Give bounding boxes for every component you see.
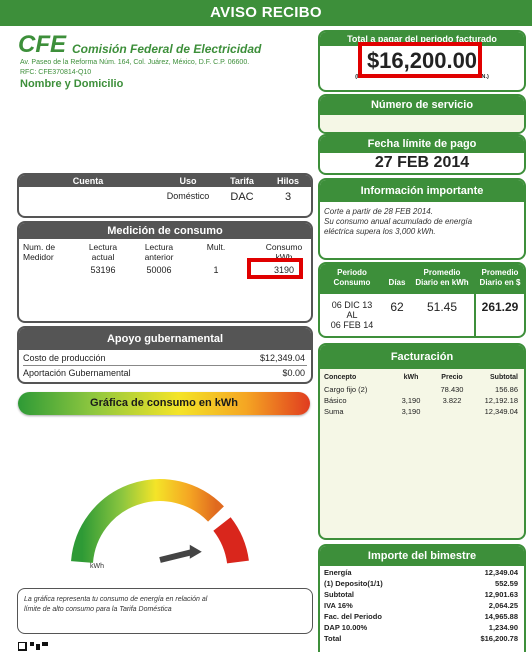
facturacion-row-subtotal: 12,349.04	[484, 407, 518, 416]
apoyo-costo-value: $12,349.04	[259, 353, 305, 363]
medicion-mult-value: 1	[213, 265, 219, 275]
medicion-col-actual: Lectura actual	[88, 242, 118, 262]
facturacion-header: Facturación	[320, 345, 524, 369]
gauge-arc-high	[222, 524, 238, 562]
importe-row-value: 2,064.25	[488, 601, 518, 610]
medicion-col-anterior: Lectura anterior	[144, 242, 174, 262]
account-col-cuenta: Cuenta	[72, 176, 104, 186]
importe-row-label: Fac. del Periodo	[324, 612, 382, 621]
account-col-tarifa: Tarifa	[230, 176, 254, 186]
periodo-avg-kwh-value: 51.45	[426, 300, 458, 314]
facturacion-row-precio: 3.822	[442, 396, 462, 405]
qr-code	[18, 642, 48, 652]
consumption-gauge	[70, 474, 260, 584]
account-tarifa-value: DAC	[230, 191, 254, 203]
importe-row-value: $16,200.78	[480, 634, 518, 643]
medicion-consumo-value: 3190	[273, 265, 295, 275]
info-text: Corte a partir de 28 FEB 2014. Su consumo anual acumulado de energía eléctrica supera los 3,000 kWh.	[324, 207, 473, 236]
importe-row-label: DAP 10.00%	[324, 623, 368, 632]
cfe-logo	[18, 31, 68, 55]
info-header: Información importante	[320, 180, 524, 202]
medicion-col-mult: Mult.	[206, 242, 226, 252]
account-header-row	[19, 175, 311, 187]
grafica-note: La gráfica representa tu consumo de energía en relación al límite de alto consumo para la Tarifa Doméstica	[24, 596, 208, 613]
facturacion-col-kwh: kWh	[403, 374, 419, 381]
medicion-anterior-value: 50006	[146, 265, 172, 275]
periodo-divider	[474, 294, 476, 338]
svg-text:CFE: CFE	[18, 31, 66, 55]
periodo-avg-money-value: 261.29	[481, 300, 519, 314]
total-header: Total a pagar del periodo facturado	[320, 32, 524, 46]
consumo-highlight	[247, 258, 303, 279]
medicion-header: Medición de consumo	[19, 223, 311, 239]
importe-panel	[318, 544, 526, 652]
importe-row-label: (1) Deposito(1/1)	[324, 579, 383, 588]
facturacion-panel	[318, 343, 526, 540]
medicion-col-consumo: Consumo kWh	[265, 242, 303, 262]
due-date-panel	[318, 134, 526, 175]
facturacion-col-concepto: Concepto	[324, 374, 357, 381]
periodo-dias-value: 62	[390, 300, 404, 314]
facturacion-row-kwh: 3,190	[401, 407, 421, 416]
total-amount-words: (DIECISEIS MIL DOSCIENTOS PESOS 00/100 M.N.)	[355, 74, 489, 80]
importe-row-value: 14,965.88	[484, 612, 518, 621]
facturacion-row-subtotal: 12,192.18	[484, 396, 518, 405]
facturacion-col-precio: Precio	[441, 374, 463, 381]
account-col-uso: Uso	[179, 176, 197, 186]
importe-header: Importe del bimestre	[320, 546, 524, 566]
due-date-header: Fecha límite de pago	[320, 136, 524, 153]
apoyo-aportacion-label: Aportación Gubernamental	[23, 368, 131, 378]
apoyo-row-divider	[23, 365, 307, 366]
medicion-col-medidor: Num. de Medidor	[23, 242, 56, 262]
facturacion-row-label: Básico	[324, 396, 347, 405]
account-uso-value: Doméstico	[166, 191, 210, 201]
importe-row-value: 12,901.63	[484, 590, 518, 599]
importe-row-label: Energía	[324, 568, 352, 577]
account-panel	[17, 173, 313, 218]
service-panel	[318, 94, 526, 134]
facturacion-row-kwh: 3,190	[401, 396, 421, 405]
periodo-col-avg-kwh: Promedio Diario en kWh	[415, 268, 469, 287]
periodo-panel	[318, 262, 526, 338]
periodo-col-dias: Días	[388, 278, 406, 287]
company-address: Av. Paseo de la Reforma Núm. 164, Col. Juárez, México, D.F. C.P. 06600. RFC: CFE370814-Q10	[20, 59, 250, 76]
apoyo-header: Apoyo gubernamental	[19, 328, 311, 350]
periodo-col-avg-money: Promedio Diario en $	[479, 268, 521, 287]
apoyo-panel	[17, 326, 313, 384]
medicion-actual-value: 53196	[90, 265, 116, 275]
periodo-range: 06 DIC 13 AL 06 FEB 14	[330, 300, 374, 330]
facturacion-row-precio: 78.430	[440, 385, 464, 394]
grafica-note-panel	[17, 588, 313, 634]
total-amount: $16,200.00	[366, 48, 478, 73]
service-value	[320, 115, 524, 134]
facturacion-row-label: Cargo fijo (2)	[324, 385, 368, 394]
apoyo-aportacion-value: $0.00	[282, 368, 305, 378]
importe-row-value: 12,349.04	[484, 568, 518, 577]
importe-row-label: Total	[324, 634, 342, 643]
periodo-col-periodo: Periodo Consumo	[333, 268, 371, 287]
importe-row-value: 1,234.90	[488, 623, 518, 632]
importe-row-value: 552.59	[495, 579, 518, 588]
grafica-title-bar: Gráfica de consumo en kWh	[18, 392, 310, 415]
info-panel	[318, 178, 526, 260]
due-date-value: 27 FEB 2014	[374, 154, 470, 171]
total-highlight	[358, 42, 482, 78]
gauge-unit-label: kWh	[90, 563, 104, 570]
company-name: Comisión Federal de Electricidad	[72, 42, 262, 56]
account-col-hilos: Hilos	[276, 176, 299, 186]
gauge-needle-tip	[190, 545, 202, 559]
page-title: AVISO RECIBO	[0, 0, 532, 26]
customer-label: Nombre y Domicilio	[20, 78, 124, 90]
facturacion-row-subtotal: 156.86	[495, 385, 518, 394]
importe-row-label: Subtotal	[324, 590, 354, 599]
facturacion-row-label: Suma	[324, 407, 344, 416]
facturacion-col-subtotal: Subtotal	[490, 374, 518, 381]
service-header: Número de servicio	[320, 96, 524, 115]
importe-row-label: IVA 16%	[324, 601, 353, 610]
account-hilos-value: 3	[284, 191, 292, 203]
gauge-needle	[160, 552, 194, 560]
periodo-header-row	[320, 264, 524, 294]
apoyo-costo-label: Costo de producción	[23, 353, 106, 363]
